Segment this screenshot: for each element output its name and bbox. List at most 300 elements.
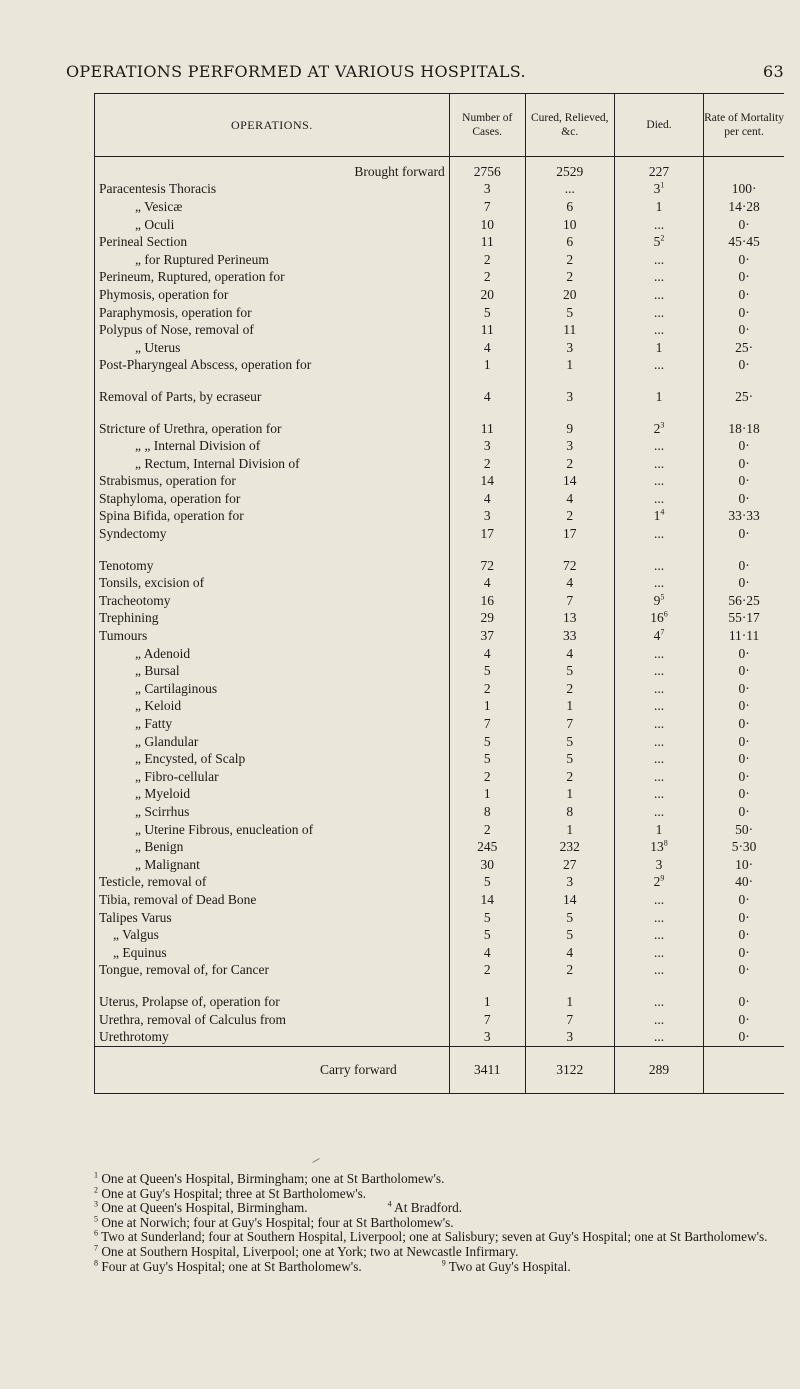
cell-cured: 1: [525, 993, 614, 1011]
table-row: [95, 321, 785, 339]
cell-rate: 14·28: [704, 198, 784, 216]
cell-died: [614, 321, 703, 339]
cell-rate: 0·: [704, 251, 784, 269]
died-value: ...: [653, 322, 665, 338]
died-value: ...: [653, 557, 665, 573]
table-row: [95, 388, 785, 406]
table-row: [95, 304, 785, 322]
operation-label: Removal of Parts, by ecraseur: [99, 388, 262, 404]
cell-rate: 40·: [704, 874, 784, 892]
died-value: ...: [653, 645, 665, 661]
operation-label: „ Uterus: [135, 339, 181, 355]
cell-cases: 17: [449, 525, 525, 543]
died-value: ...: [653, 993, 665, 1009]
died-value: ...: [653, 768, 665, 784]
cell-died: [614, 1028, 703, 1046]
spacer-cell: [525, 406, 614, 420]
cell-cases: 72: [449, 557, 525, 575]
operation-label: „ Oculi: [135, 216, 175, 232]
brought-forward-cured: 2529: [525, 157, 614, 181]
cell-cases: 3: [449, 437, 525, 455]
table-row: [95, 698, 785, 716]
cell-died: [614, 803, 703, 821]
table-row: [95, 251, 785, 269]
operation-name: [95, 198, 450, 216]
table-row: [95, 420, 785, 438]
operation-name: [95, 856, 450, 874]
cell-rate: 0·: [704, 525, 784, 543]
cell-died: [614, 750, 703, 768]
operation-label: „ Malignant: [135, 856, 200, 872]
cell-cured: 4: [525, 944, 614, 962]
cell-died: [614, 993, 703, 1011]
died-value: 13: [650, 839, 664, 855]
operation-name: [95, 181, 450, 199]
cell-cases: 4: [449, 490, 525, 508]
cell-cured: 2: [525, 962, 614, 980]
table-row: [95, 944, 785, 962]
died-value: 1: [655, 339, 663, 355]
footnote-number: 3: [94, 1199, 98, 1209]
cell-cases: 2: [449, 269, 525, 287]
table-row: [95, 233, 785, 251]
operation-label: „ Uterine Fibrous, enucleation of: [135, 821, 314, 837]
cell-rate: 0·: [704, 574, 784, 592]
footnote-number: 4: [387, 1199, 392, 1209]
operation-name: [95, 339, 450, 357]
spacer-row: [95, 979, 785, 993]
col-header-rate: Rate of Mortality per cent.: [704, 94, 784, 157]
operation-label: „ for Ruptured Perineum: [135, 251, 269, 267]
operation-name: [95, 715, 450, 733]
cell-rate: 33·33: [704, 508, 784, 526]
operation-name: [95, 508, 450, 526]
cell-cured: 2: [525, 768, 614, 786]
died-value: 2: [653, 874, 661, 890]
cell-rate: 0·: [704, 473, 784, 491]
operation-label: „ Rectum, Internal Division of: [135, 455, 300, 471]
operation-label: Post-Pharyngeal Abscess, operation for: [99, 357, 312, 373]
cell-rate: 0·: [704, 1011, 784, 1029]
cell-rate: 0·: [704, 304, 784, 322]
cell-died: [614, 490, 703, 508]
spacer-cell: [704, 406, 784, 420]
carry-forward-label: Carry forward: [95, 1046, 450, 1093]
operation-name: [95, 437, 450, 455]
cell-cured: 3: [525, 1028, 614, 1046]
footnote-ref: 6: [663, 609, 668, 619]
cell-cured: 1: [525, 821, 614, 839]
cell-died: [614, 557, 703, 575]
spacer-cell: [614, 979, 703, 993]
died-value: ...: [653, 927, 665, 943]
cell-died: [614, 698, 703, 716]
footnote-number: 9: [441, 1258, 446, 1268]
cell-rate: 0·: [704, 715, 784, 733]
died-value: 9: [653, 592, 661, 608]
died-value: ...: [653, 490, 665, 506]
died-value: ...: [653, 663, 665, 679]
carry-forward-died: 289: [614, 1046, 703, 1093]
operation-label: Trephining: [99, 610, 159, 626]
operation-label: Uterus, Prolapse of, operation for: [99, 993, 280, 1009]
cell-rate: 0·: [704, 768, 784, 786]
table-row: [95, 993, 785, 1011]
cell-rate: 18·18: [704, 420, 784, 438]
died-value: ...: [653, 909, 665, 925]
cell-rate: 0·: [704, 680, 784, 698]
died-value: 2: [653, 420, 661, 436]
cell-cured: 7: [525, 715, 614, 733]
spacer-cell: [95, 374, 450, 388]
footnote-text: One at Queen's Hospital, Birmingham.: [98, 1200, 308, 1216]
operation-name: [95, 926, 450, 944]
operation-name: [95, 357, 450, 375]
operation-name: [95, 1011, 450, 1029]
cell-cured: 14: [525, 891, 614, 909]
table-row: [95, 610, 785, 628]
died-value: ...: [653, 473, 665, 489]
cell-cured: 5: [525, 304, 614, 322]
died-value: 3: [655, 856, 663, 872]
died-value: ...: [653, 786, 665, 802]
spacer-cell: [704, 979, 784, 993]
died-value: 16: [650, 610, 664, 626]
operation-name: [95, 891, 450, 909]
died-value: 1: [655, 821, 663, 837]
page-number: 63: [763, 62, 784, 81]
cell-rate: 0·: [704, 557, 784, 575]
died-value: 3: [653, 181, 661, 197]
table-row: [95, 926, 785, 944]
footnote: [94, 1230, 788, 1245]
cell-cured: 5: [525, 662, 614, 680]
cell-cases: 4: [449, 388, 525, 406]
cell-cases: 4: [449, 944, 525, 962]
cell-cured: 17: [525, 525, 614, 543]
cell-rate: 11·11: [704, 627, 784, 645]
died-value: ...: [653, 269, 665, 285]
operation-label: Talipes Varus: [99, 909, 172, 925]
operation-label: „ Keloid: [135, 698, 182, 714]
cell-cases: 4: [449, 574, 525, 592]
table-row: [95, 645, 785, 663]
operation-name: [95, 627, 450, 645]
cell-rate: 0·: [704, 357, 784, 375]
cell-cases: 5: [449, 750, 525, 768]
cell-cured: 20: [525, 286, 614, 304]
cell-cases: 8: [449, 803, 525, 821]
col-header-operations: OPERATIONS.: [95, 94, 450, 157]
cell-cured: 5: [525, 733, 614, 751]
cell-cured: 2: [525, 508, 614, 526]
cell-rate: 0·: [704, 944, 784, 962]
operation-name: [95, 490, 450, 508]
operation-name: [95, 455, 450, 473]
cell-cured: 10: [525, 216, 614, 234]
brought-forward-rate: [704, 157, 784, 181]
table-row: [95, 627, 785, 645]
cell-cases: 11: [449, 233, 525, 251]
cell-died: [614, 181, 703, 199]
died-value: ...: [653, 216, 665, 232]
table-row: [95, 198, 785, 216]
cell-cured: 72: [525, 557, 614, 575]
cell-rate: 0·: [704, 786, 784, 804]
table-row: [95, 874, 785, 892]
cell-cases: 1: [449, 786, 525, 804]
page-title: OPERATIONS PERFORMED AT VARIOUS HOSPITALS.: [66, 62, 526, 81]
cell-cases: 11: [449, 420, 525, 438]
operation-name: [95, 251, 450, 269]
cell-rate: 56·25: [704, 592, 784, 610]
footnote-ref: 7: [660, 627, 665, 637]
cell-cured: 11: [525, 321, 614, 339]
cell-cured: 1: [525, 357, 614, 375]
operations-table: [94, 93, 784, 1094]
cell-cured: 9: [525, 420, 614, 438]
cell-cases: 2: [449, 455, 525, 473]
cell-cured: 4: [525, 490, 614, 508]
cell-cases: 5: [449, 733, 525, 751]
spacer-cell: [95, 543, 450, 557]
died-value: 1: [655, 388, 663, 404]
cell-died: [614, 233, 703, 251]
operation-label: Polypus of Nose, removal of: [99, 322, 254, 338]
table-row: [95, 768, 785, 786]
operation-label: „ Adenoid: [135, 645, 191, 661]
footnote: [94, 1201, 788, 1216]
cell-rate: 0·: [704, 993, 784, 1011]
footnote: [94, 1187, 788, 1202]
cell-rate: 0·: [704, 1028, 784, 1046]
operation-label: „ Fatty: [135, 716, 173, 732]
cell-died: [614, 592, 703, 610]
footnote-text: One at Queen's Hospital, Birmingham; one at St Bartholomew's.: [98, 1171, 445, 1186]
table-row: [95, 357, 785, 375]
table-body: [95, 157, 785, 1094]
table-row: [95, 750, 785, 768]
cell-died: [614, 269, 703, 287]
spacer-row: [95, 406, 785, 420]
cell-rate: 0·: [704, 490, 784, 508]
cell-rate: 5·30: [704, 838, 784, 856]
died-value: ...: [653, 304, 665, 320]
cell-died: [614, 645, 703, 663]
footnote-number: 8: [94, 1258, 98, 1268]
carry-forward-cured: 3122: [525, 1046, 614, 1093]
operation-label: Strabismus, operation for: [99, 473, 236, 489]
table-row: [95, 909, 785, 927]
operation-label: Tracheotomy: [99, 592, 171, 608]
table-row: [95, 821, 785, 839]
operation-name: [95, 733, 450, 751]
cell-rate: 0·: [704, 216, 784, 234]
spacer-cell: [449, 979, 525, 993]
cell-rate: 0·: [704, 662, 784, 680]
died-value: ...: [653, 751, 665, 767]
cell-cured: 1: [525, 698, 614, 716]
cell-rate: 0·: [704, 321, 784, 339]
operation-label: „ „ Internal Division of: [135, 438, 261, 454]
operation-name: [95, 388, 450, 406]
spacer-cell: [704, 543, 784, 557]
died-value: ...: [653, 526, 665, 542]
operation-label: „ Benign: [135, 839, 184, 855]
cell-died: [614, 821, 703, 839]
died-value: ...: [653, 575, 665, 591]
operation-name: [95, 768, 450, 786]
operation-name: [95, 610, 450, 628]
cell-rate: 0·: [704, 437, 784, 455]
cell-cured: 3: [525, 874, 614, 892]
carry-forward-rate: [704, 1046, 784, 1093]
footnote-text: One at Norwich; four at Guy's Hospital; four at St Bartholomew's.: [98, 1214, 454, 1230]
died-value: 4: [653, 628, 661, 644]
cell-cases: 16: [449, 592, 525, 610]
operation-label: „ Scirrhus: [135, 803, 190, 819]
cell-died: [614, 715, 703, 733]
cell-rate: 25·: [704, 339, 784, 357]
cell-cases: 5: [449, 874, 525, 892]
cell-cases: 14: [449, 891, 525, 909]
cell-cured: 4: [525, 574, 614, 592]
cell-rate: 55·17: [704, 610, 784, 628]
cell-cured: 7: [525, 1011, 614, 1029]
operation-name: [95, 304, 450, 322]
brought-forward-cases: 2756: [449, 157, 525, 181]
table-row: [95, 216, 785, 234]
cell-died: [614, 662, 703, 680]
cell-died: [614, 680, 703, 698]
died-value: ...: [653, 1011, 665, 1027]
table-row: [95, 715, 785, 733]
cell-died: [614, 838, 703, 856]
cell-rate: 100·: [704, 181, 784, 199]
cell-died: [614, 926, 703, 944]
died-value: ...: [653, 733, 665, 749]
cell-died: [614, 455, 703, 473]
spacer-cell: [449, 374, 525, 388]
cell-cases: 2: [449, 821, 525, 839]
operation-label: „ Myeloid: [135, 786, 191, 802]
table-row: [95, 437, 785, 455]
table-row: [95, 490, 785, 508]
cell-rate: 25·: [704, 388, 784, 406]
table-row: [95, 662, 785, 680]
operation-name: [95, 1028, 450, 1046]
operation-label: Tongue, removal of, for Cancer: [99, 962, 269, 978]
died-value: 1: [655, 198, 663, 214]
cell-cured: 5: [525, 750, 614, 768]
cell-rate: 0·: [704, 698, 784, 716]
table-row: [95, 557, 785, 575]
operation-label: „ Valgus: [113, 927, 159, 943]
footnote-text: Four at Guy's Hospital; one at St Bartholomew's.: [98, 1258, 362, 1274]
spacer-cell: [614, 374, 703, 388]
died-value: ...: [653, 286, 665, 302]
footnote-number: 5: [94, 1214, 98, 1224]
cell-cases: 4: [449, 339, 525, 357]
cell-cases: 3: [449, 508, 525, 526]
cell-rate: 0·: [704, 803, 784, 821]
spacer-cell: [449, 406, 525, 420]
cell-died: [614, 304, 703, 322]
cell-cured: 3: [525, 339, 614, 357]
col-header-cases: Number of Cases.: [449, 94, 525, 157]
cell-cases: 5: [449, 662, 525, 680]
cell-cured: 3: [525, 388, 614, 406]
table-row: [95, 733, 785, 751]
cell-cases: 1: [449, 698, 525, 716]
died-value: ...: [653, 1029, 665, 1045]
footnote-ref: 4: [660, 507, 665, 517]
operation-label: Phymosis, operation for: [99, 286, 229, 302]
operation-label: Perineum, Ruptured, operation for: [99, 269, 285, 285]
cell-cured: 2: [525, 680, 614, 698]
cell-died: [614, 357, 703, 375]
operation-label: „ Equinus: [113, 944, 167, 960]
table-row: [95, 574, 785, 592]
cell-rate: 50·: [704, 821, 784, 839]
table-row: [95, 339, 785, 357]
footnotes: [94, 1172, 788, 1274]
died-value: ...: [653, 680, 665, 696]
cell-cases: 37: [449, 627, 525, 645]
died-value: 5: [653, 234, 661, 250]
cell-cured: 14: [525, 473, 614, 491]
cell-died: [614, 733, 703, 751]
operations-table-wrap: [94, 93, 784, 1094]
cell-rate: 0·: [704, 733, 784, 751]
operation-name: [95, 944, 450, 962]
cell-cases: 10: [449, 216, 525, 234]
operation-name: [95, 750, 450, 768]
cell-cases: 5: [449, 909, 525, 927]
cell-cases: 2: [449, 962, 525, 980]
spacer-cell: [449, 543, 525, 557]
operation-label: Testicle, removal of: [99, 874, 207, 890]
operation-label: Urethrotomy: [99, 1029, 169, 1045]
brought-forward-died: 227: [614, 157, 703, 181]
footnote-number: 2: [94, 1185, 98, 1195]
cell-died: [614, 610, 703, 628]
table-header-row: [95, 94, 785, 157]
operation-name: [95, 821, 450, 839]
operation-name: [95, 574, 450, 592]
operation-name: [95, 662, 450, 680]
cell-died: [614, 198, 703, 216]
footnote-text: Two at Sunderland; four at Southern Hospital, Liverpool; one at Salisbury; seven at Guy's Hospital; one at St Bartholomew's.: [98, 1229, 768, 1245]
died-value: ...: [653, 803, 665, 819]
cell-cases: 29: [449, 610, 525, 628]
died-value: ...: [653, 944, 665, 960]
operation-label: Staphyloma, operation for: [99, 490, 241, 506]
cell-rate: 10·: [704, 856, 784, 874]
cell-died: [614, 473, 703, 491]
cell-rate: 45·45: [704, 233, 784, 251]
table-row: [95, 891, 785, 909]
cell-cured: 7: [525, 592, 614, 610]
table-row: [95, 269, 785, 287]
stray-mark: [312, 1158, 319, 1163]
spacer-cell: [614, 406, 703, 420]
cell-cured: 5: [525, 926, 614, 944]
footnote-ref: 9: [660, 873, 665, 883]
cell-died: [614, 525, 703, 543]
cell-rate: 0·: [704, 269, 784, 287]
operation-label: „ Fibro-cellular: [135, 768, 219, 784]
